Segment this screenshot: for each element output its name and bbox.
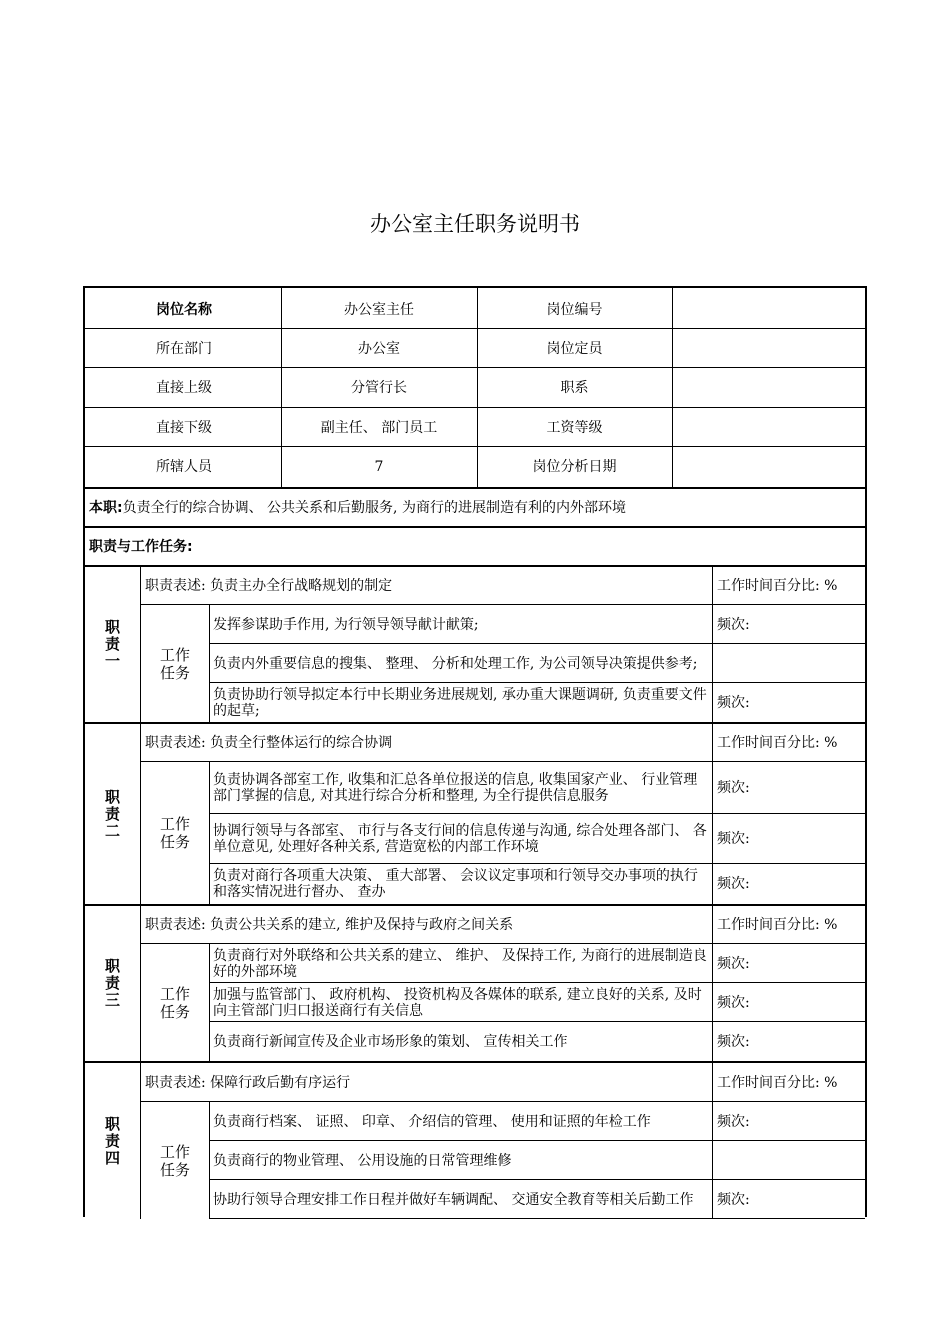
info-label: 直接上级	[156, 380, 212, 396]
info-value	[672, 329, 868, 368]
task-text: 负责对商行各项重大决策、 重大部署、 会议议定事项和行领导交办事项的执行和落实情况进行督办、 查办	[213, 868, 698, 900]
info-label: 岗位定员	[546, 340, 603, 357]
task-text: 加强与监管部门、 政府机构、 投资机构及各媒体的联系, 建立良好的关系, 及时向主管部门归口报送商行有关信息	[213, 986, 702, 1019]
task-frequency: 频次:	[717, 780, 750, 796]
duty-label: 本职:	[89, 499, 123, 516]
task-label-text: 工作任务	[159, 1142, 190, 1179]
task-frequency: 频次:	[717, 1113, 750, 1130]
table-rule	[477, 288, 478, 487]
duty-text: 负责全行的综合协调、 公共关系和后勤服务, 为商行的进展制造有利的内外部环境	[122, 499, 626, 516]
time-percent: 工作时间百分比: %	[717, 578, 838, 594]
info-label: 岗位分析日期	[532, 459, 617, 475]
duty-block-name	[85, 1063, 140, 1219]
task-text: 负责内外重要信息的搜集、 整理、 分析和处理工作, 为公司领导决策提供参考;	[213, 655, 698, 672]
job-description-table	[83, 286, 867, 1217]
duty-statement: 职责表述: 负责全行整体运行的综合协调	[145, 735, 393, 751]
time-percent: 工作时间百分比: %	[717, 1074, 838, 1091]
table-rule	[281, 288, 282, 487]
info-label: 岗位编号	[546, 301, 603, 318]
task-text: 负责协调各部室工作, 收集和汇总各单位报送的信息, 收集国家产业、 行业管理部门掌握的信息, 对其进行综合分析和整理, 为全行提供信息服务	[213, 772, 698, 804]
duty-block-name-text: 职责一	[104, 618, 120, 670]
info-value: 7	[374, 459, 384, 475]
info-label: 直接下级	[156, 419, 212, 436]
page-title: 办公室主任职务说明书	[370, 212, 580, 236]
info-label: 工资等级	[546, 419, 603, 436]
task-frequency: 频次:	[717, 831, 750, 847]
task-frequency: 频次:	[717, 1033, 750, 1050]
table-rule	[672, 288, 673, 487]
info-label: 岗位名称	[156, 301, 212, 318]
duty-block-name	[85, 906, 140, 1061]
table-rule	[209, 1218, 865, 1219]
task-text: 负责商行档案、 证照、 印章、 介绍信的管理、 使用和证照的年检工作	[213, 1113, 651, 1130]
duty-statement: 职责表述: 负责主办全行战略规划的制定	[145, 578, 393, 594]
task-text: 负责商行新闻宣传及企业市场形象的策划、 宣传相关工作	[213, 1033, 568, 1050]
task-text: 负责商行对外联络和公共关系的建立、 维护、 及保持工作, 为商行的进展制造良好的外部环境	[213, 947, 707, 980]
task-label	[141, 1102, 209, 1219]
task-text: 协调行领导与各部室、 市行与各支行间的信息传递与沟通, 综合处理各部门、 各单位意见, 处理好各种关系, 营造宽松的内部工作环境	[213, 823, 707, 855]
info-label: 职系	[560, 380, 589, 396]
task-label-text: 工作任务	[159, 815, 190, 851]
duty-block-name-text: 职责四	[104, 1114, 120, 1167]
section-title: 职责与工作任务:	[89, 538, 193, 555]
task-frequency: 频次:	[717, 616, 750, 633]
duty-block-name	[85, 724, 140, 904]
task-frequency: 频次:	[717, 1191, 750, 1208]
task-frequency: 频次:	[717, 876, 750, 892]
info-value: 办公室	[358, 340, 400, 357]
task-frequency	[713, 1141, 865, 1180]
duty-row	[85, 489, 865, 526]
task-text: 负责商行的物业管理、 公用设施的日常管理维修	[213, 1152, 512, 1169]
duty-block-name-text: 职责三	[104, 957, 120, 1009]
task-frequency: 频次:	[717, 994, 750, 1011]
info-value	[672, 290, 868, 329]
task-label	[141, 762, 209, 904]
info-value: 副主任、 部门员工	[320, 419, 438, 436]
task-label-text: 工作任务	[159, 984, 190, 1021]
task-frequency: 频次:	[717, 694, 750, 711]
info-value: 办公室主任	[344, 301, 414, 318]
task-text: 发挥参谋助手作用, 为行领导领导献计献策;	[213, 616, 479, 633]
info-value: 分管行长	[351, 380, 407, 396]
time-percent: 工作时间百分比: %	[717, 917, 838, 933]
task-label	[141, 944, 209, 1061]
info-label: 所在部门	[156, 340, 212, 357]
duty-block-name-text: 职责二	[104, 787, 120, 840]
info-value	[672, 447, 868, 487]
duty-block-name	[85, 567, 140, 722]
info-value	[672, 368, 868, 408]
task-text: 负责协助行领导拟定本行中长期业务进展规划, 承办重大课题调研, 负责重要文件的起草;	[213, 686, 707, 719]
duty-statement: 职责表述: 保障行政后勤有序运行	[145, 1074, 351, 1091]
task-frequency: 频次:	[717, 955, 750, 972]
task-label	[141, 605, 209, 722]
info-label: 所辖人员	[156, 459, 212, 475]
time-percent: 工作时间百分比: %	[717, 735, 838, 751]
task-text: 协助行领导合理安排工作日程并做好车辆调配、 交通安全教育等相关后勤工作	[213, 1191, 694, 1208]
task-frequency	[713, 644, 865, 683]
duty-statement: 职责表述: 负责公共关系的建立, 维护及保持与政府之间关系	[145, 917, 514, 933]
task-label-text: 工作任务	[159, 645, 190, 682]
info-value	[672, 408, 868, 447]
